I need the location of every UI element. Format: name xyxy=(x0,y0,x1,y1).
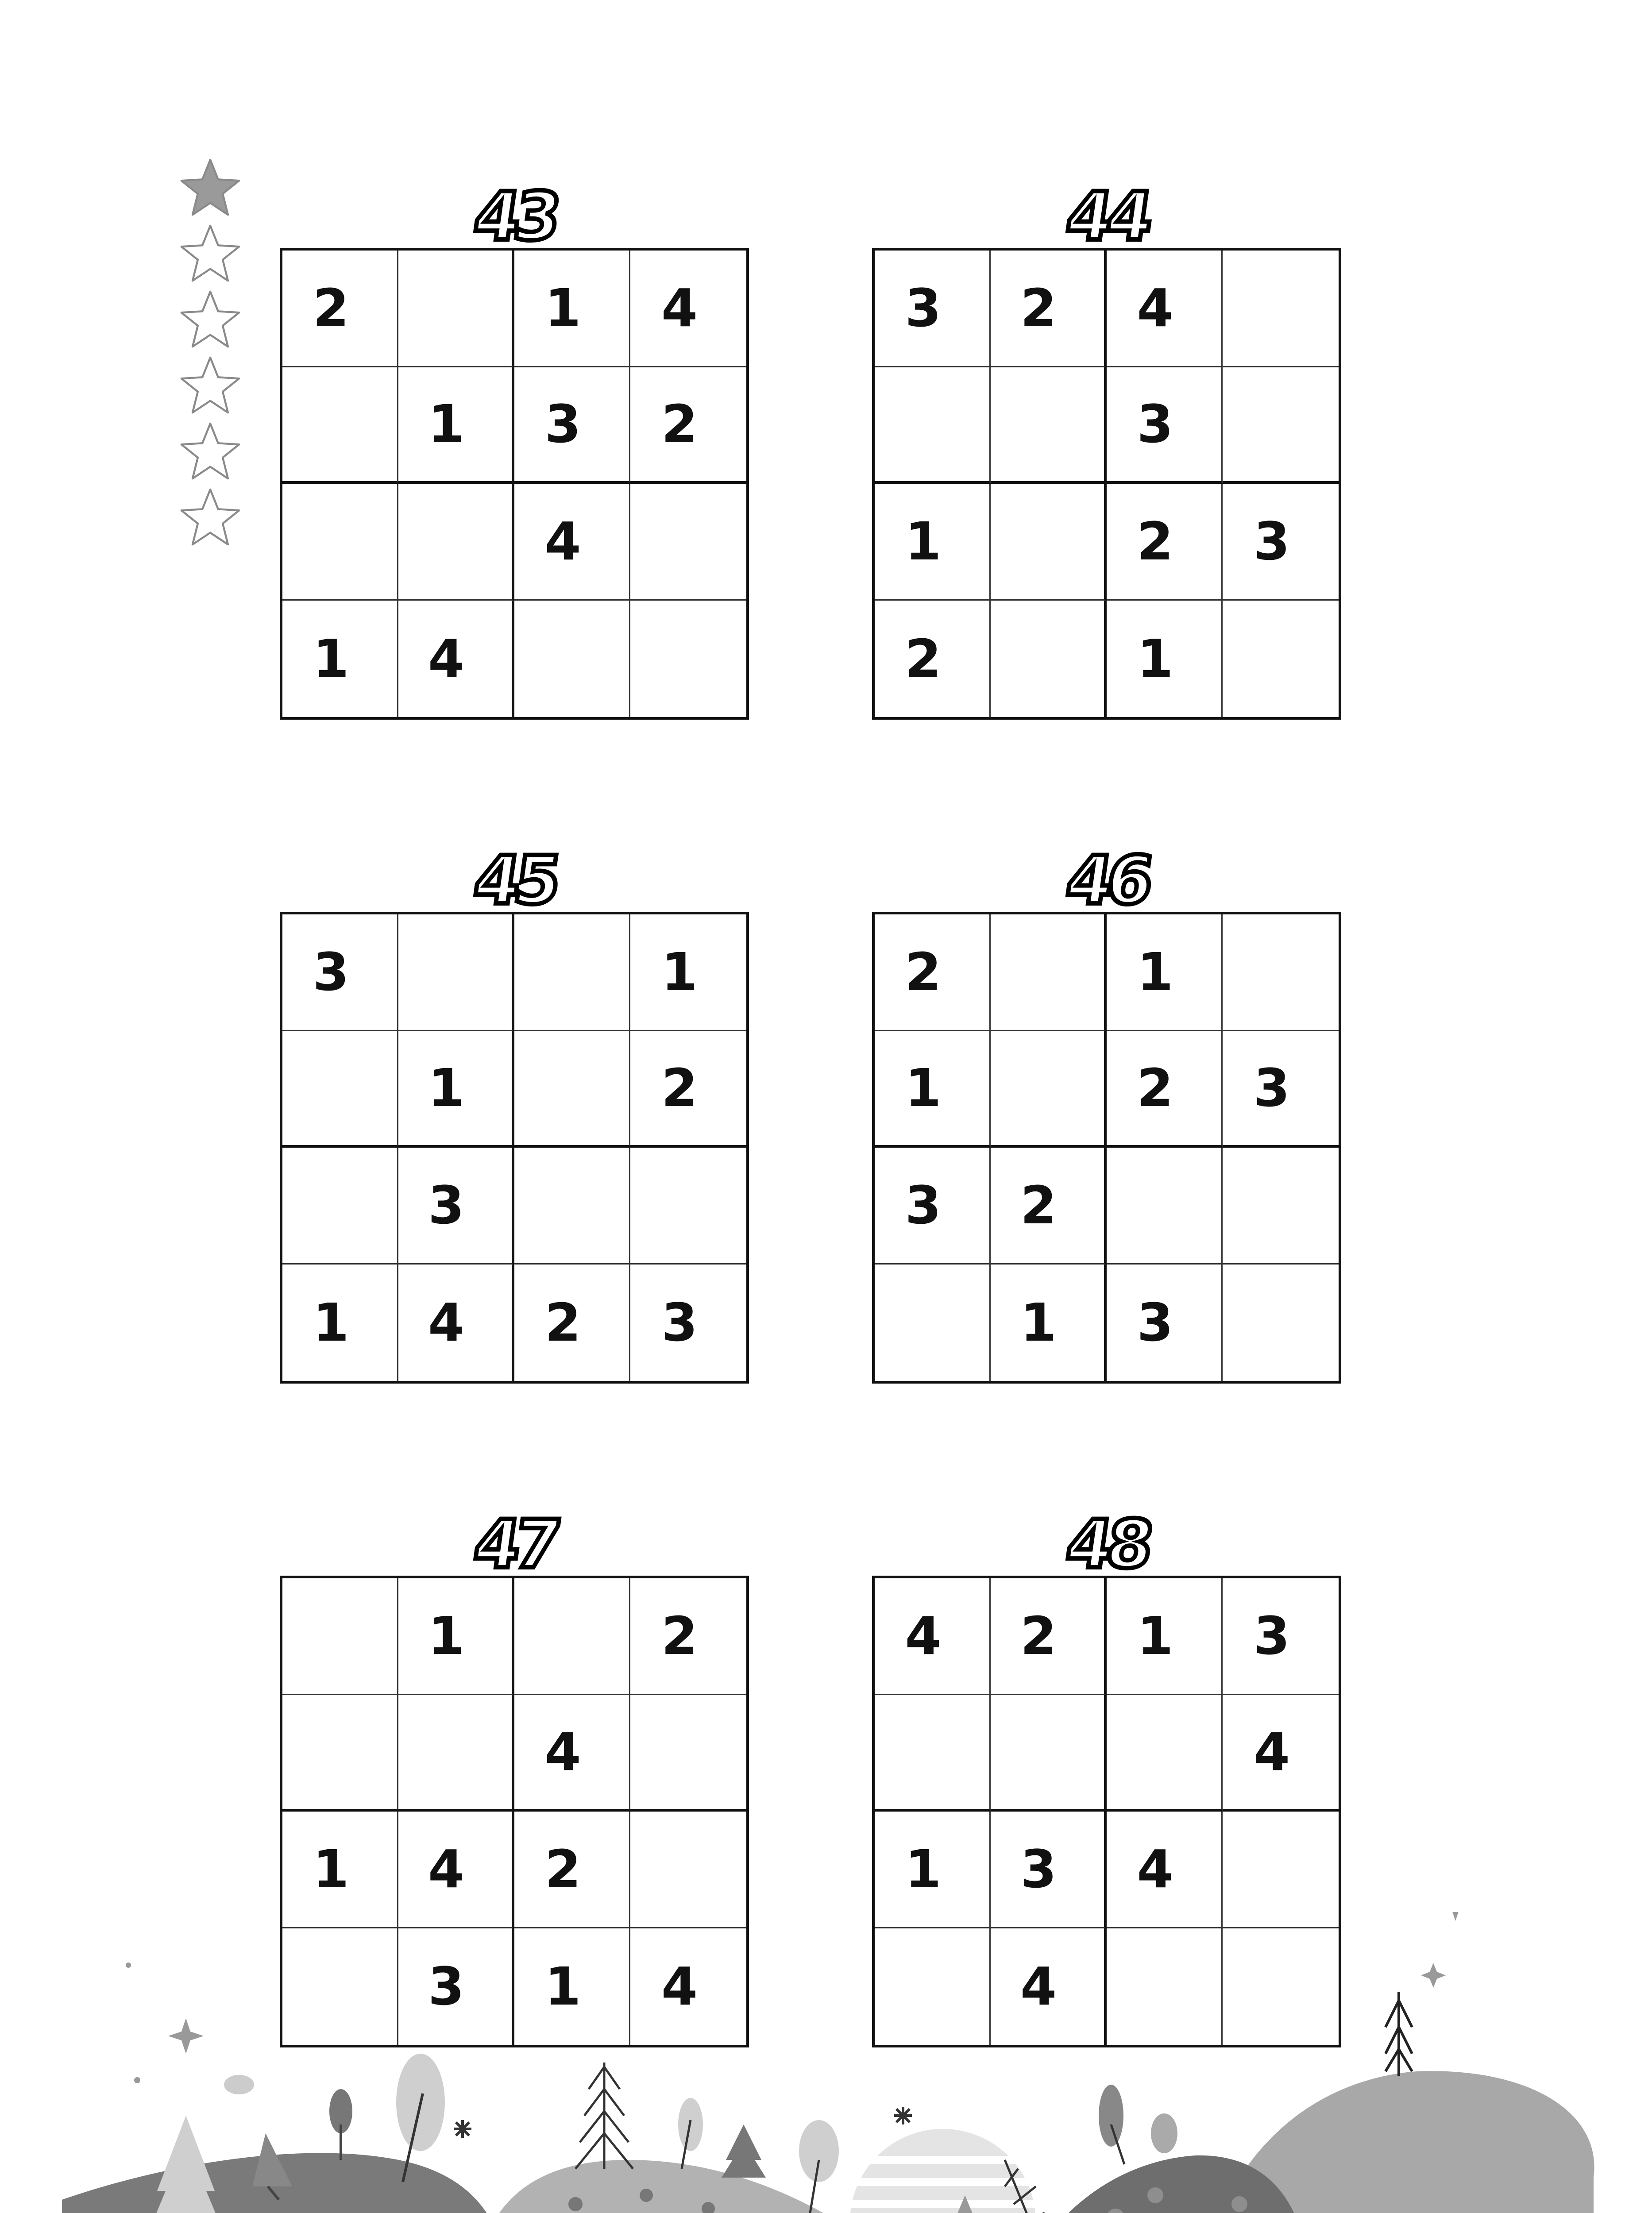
grid-cell xyxy=(630,484,746,601)
grid-cell xyxy=(282,1031,398,1148)
cell-value: 1 xyxy=(1020,1292,1057,1353)
cell-value: 1 xyxy=(428,393,465,455)
grid-cell xyxy=(991,484,1107,601)
grid-cell xyxy=(514,367,630,484)
grid-cell xyxy=(1223,1148,1339,1265)
puzzle-number: 43 xyxy=(469,178,560,255)
cell-value: 2 xyxy=(1020,278,1057,339)
grid-cell xyxy=(991,1148,1107,1265)
empty-star-icon xyxy=(177,288,243,353)
puzzle-number: 48 xyxy=(1061,1506,1152,1583)
grid-cell xyxy=(398,914,514,1031)
grid-cell xyxy=(282,914,398,1031)
grid-cell xyxy=(1107,251,1223,367)
cell-value: 2 xyxy=(544,1839,581,1900)
grid-cell xyxy=(991,251,1107,367)
grid-cell xyxy=(1107,1812,1223,1928)
empty-star-icon xyxy=(177,486,243,551)
grid-cell xyxy=(1107,367,1223,484)
cell-value: 1 xyxy=(313,1292,349,1353)
sudoku-grid xyxy=(280,912,749,1384)
grid-cell xyxy=(1223,367,1339,484)
grid-cell xyxy=(630,367,746,484)
cell-value: 3 xyxy=(1253,511,1290,572)
grid-cell xyxy=(630,1812,746,1928)
grid-cell xyxy=(630,1265,746,1381)
grid-cell xyxy=(282,1695,398,1812)
grid-cell xyxy=(514,484,630,601)
grid-cell xyxy=(398,1695,514,1812)
grid-cell xyxy=(875,251,991,367)
cell-value: 4 xyxy=(428,1292,465,1353)
cell-value: 3 xyxy=(544,393,581,455)
cell-value: 4 xyxy=(428,628,465,690)
grid-cell xyxy=(398,1031,514,1148)
grid-cell xyxy=(514,601,630,717)
cell-value: 4 xyxy=(544,1721,581,1783)
grid-cell xyxy=(1107,1578,1223,1695)
grid-cell xyxy=(630,1148,746,1265)
grid-cell xyxy=(630,1578,746,1695)
grid-cell xyxy=(282,1578,398,1695)
cell-value: 4 xyxy=(544,511,581,572)
grid-cell xyxy=(514,1148,630,1265)
puzzle-number: 46 xyxy=(1061,842,1152,919)
grid-cell xyxy=(282,601,398,717)
grid-cell xyxy=(282,1265,398,1381)
cell-value: 3 xyxy=(1137,1292,1173,1353)
grid-cell xyxy=(1107,1265,1223,1381)
grid-cell xyxy=(282,1148,398,1265)
cell-value: 3 xyxy=(428,1956,465,2017)
puzzle-number: 47 xyxy=(469,1506,560,1583)
grid-cell xyxy=(1107,601,1223,717)
sudoku-grid xyxy=(280,248,749,720)
grid-cell xyxy=(1223,1265,1339,1381)
grid-cell xyxy=(398,367,514,484)
grid-cell xyxy=(875,1695,991,1812)
grid-cell xyxy=(991,1695,1107,1812)
grid-cell xyxy=(398,601,514,717)
cell-value: 3 xyxy=(905,278,942,339)
grid-cell xyxy=(1223,1695,1339,1812)
cell-value: 2 xyxy=(313,278,349,339)
cell-value: 3 xyxy=(428,1175,465,1236)
grid-cell xyxy=(991,1812,1107,1928)
cell-value: 1 xyxy=(1137,941,1173,1003)
grid-cell xyxy=(875,1812,991,1928)
grid-cell xyxy=(991,1031,1107,1148)
grid-cell xyxy=(1223,1031,1339,1148)
sparkle-icon xyxy=(126,1912,1470,2083)
cell-value: 2 xyxy=(905,628,942,690)
sudoku-grid xyxy=(872,912,1341,1384)
empty-star-icon xyxy=(177,354,243,419)
grid-cell xyxy=(991,1265,1107,1381)
grid-cell xyxy=(514,251,630,367)
cell-value: 1 xyxy=(428,1605,465,1667)
grid-cell xyxy=(1223,1812,1339,1928)
cell-value: 3 xyxy=(313,941,349,1003)
grid-cell xyxy=(875,1031,991,1148)
empty-star-icon xyxy=(177,420,243,485)
grid-cell xyxy=(1223,914,1339,1031)
grid-cell xyxy=(1107,1148,1223,1265)
grid-cell xyxy=(1107,484,1223,601)
cell-value: 3 xyxy=(1020,1839,1057,1900)
cell-value: 2 xyxy=(1137,511,1173,572)
grid-cell xyxy=(398,251,514,367)
grid-cell xyxy=(630,601,746,717)
cell-value: 1 xyxy=(544,278,581,339)
cell-value: 3 xyxy=(905,1175,942,1236)
grid-cell xyxy=(1223,484,1339,601)
grid-cell xyxy=(991,1578,1107,1695)
cell-value: 2 xyxy=(1020,1605,1057,1667)
cell-value: 4 xyxy=(1253,1721,1290,1783)
cell-value: 2 xyxy=(544,1292,581,1353)
grid-cell xyxy=(398,1578,514,1695)
grid-cell xyxy=(630,251,746,367)
cell-value: 1 xyxy=(544,1956,581,2017)
grid-cell xyxy=(991,601,1107,717)
sudoku-grid xyxy=(872,248,1341,720)
cell-value: 1 xyxy=(905,511,942,572)
cell-value: 3 xyxy=(1253,1057,1290,1119)
grid-cell xyxy=(282,484,398,601)
grid-cell xyxy=(514,1812,630,1928)
cell-value: 1 xyxy=(661,941,698,1003)
puzzle-number: 44 xyxy=(1061,178,1152,255)
grid-cell xyxy=(875,367,991,484)
cell-value: 1 xyxy=(905,1057,942,1119)
cell-value: 3 xyxy=(1253,1605,1290,1667)
cell-value: 1 xyxy=(428,1057,465,1119)
puzzle-number: 45 xyxy=(469,842,560,919)
grid-cell xyxy=(1107,1031,1223,1148)
grid-cell xyxy=(875,601,991,717)
cell-value: 3 xyxy=(1137,393,1173,455)
grid-cell xyxy=(630,1031,746,1148)
landscape-illustration xyxy=(0,1912,1652,2213)
grid-cell xyxy=(514,914,630,1031)
grid-cell xyxy=(1223,601,1339,717)
cell-value: 4 xyxy=(905,1605,942,1667)
cell-value: 4 xyxy=(428,1839,465,1900)
grid-cell xyxy=(398,1812,514,1928)
cell-value: 4 xyxy=(661,278,698,339)
cell-value: 2 xyxy=(661,1605,698,1667)
cell-value: 1 xyxy=(1137,628,1173,690)
grid-cell xyxy=(398,484,514,601)
grid-cell xyxy=(1223,1578,1339,1695)
grid-cell xyxy=(875,1148,991,1265)
empty-star-icon xyxy=(177,222,243,287)
grid-cell xyxy=(514,1578,630,1695)
grid-cell xyxy=(875,914,991,1031)
cell-value: 2 xyxy=(905,941,942,1003)
grid-cell xyxy=(398,1265,514,1381)
cell-value: 4 xyxy=(661,1956,698,2017)
grid-cell xyxy=(282,367,398,484)
grid-cell xyxy=(282,1812,398,1928)
grid-cell xyxy=(514,1695,630,1812)
grid-cell xyxy=(875,484,991,601)
grid-cell xyxy=(514,1265,630,1381)
grid-cell xyxy=(1107,914,1223,1031)
cell-value: 1 xyxy=(1137,1605,1173,1667)
grid-cell xyxy=(991,367,1107,484)
grid-cell xyxy=(991,914,1107,1031)
grid-cell xyxy=(1107,1695,1223,1812)
grid-cell xyxy=(398,1148,514,1265)
cell-value: 4 xyxy=(1137,278,1173,339)
cell-value: 1 xyxy=(313,1839,349,1900)
cell-value: 2 xyxy=(1137,1057,1173,1119)
difficulty-stars xyxy=(177,156,257,551)
grid-cell xyxy=(514,1031,630,1148)
grid-cell xyxy=(1223,251,1339,367)
grid-cell xyxy=(282,251,398,367)
cell-value: 4 xyxy=(1137,1839,1173,1900)
filled-star-icon xyxy=(177,156,243,221)
cell-value: 2 xyxy=(661,393,698,455)
cell-value: 2 xyxy=(1020,1175,1057,1236)
grid-cell xyxy=(630,914,746,1031)
grid-cell xyxy=(875,1265,991,1381)
grid-cell xyxy=(875,1578,991,1695)
cell-value: 3 xyxy=(661,1292,698,1353)
cell-value: 4 xyxy=(1020,1956,1057,2017)
cell-value: 1 xyxy=(905,1839,942,1900)
cell-value: 2 xyxy=(661,1057,698,1119)
cell-value: 1 xyxy=(313,628,349,690)
grid-cell xyxy=(630,1695,746,1812)
